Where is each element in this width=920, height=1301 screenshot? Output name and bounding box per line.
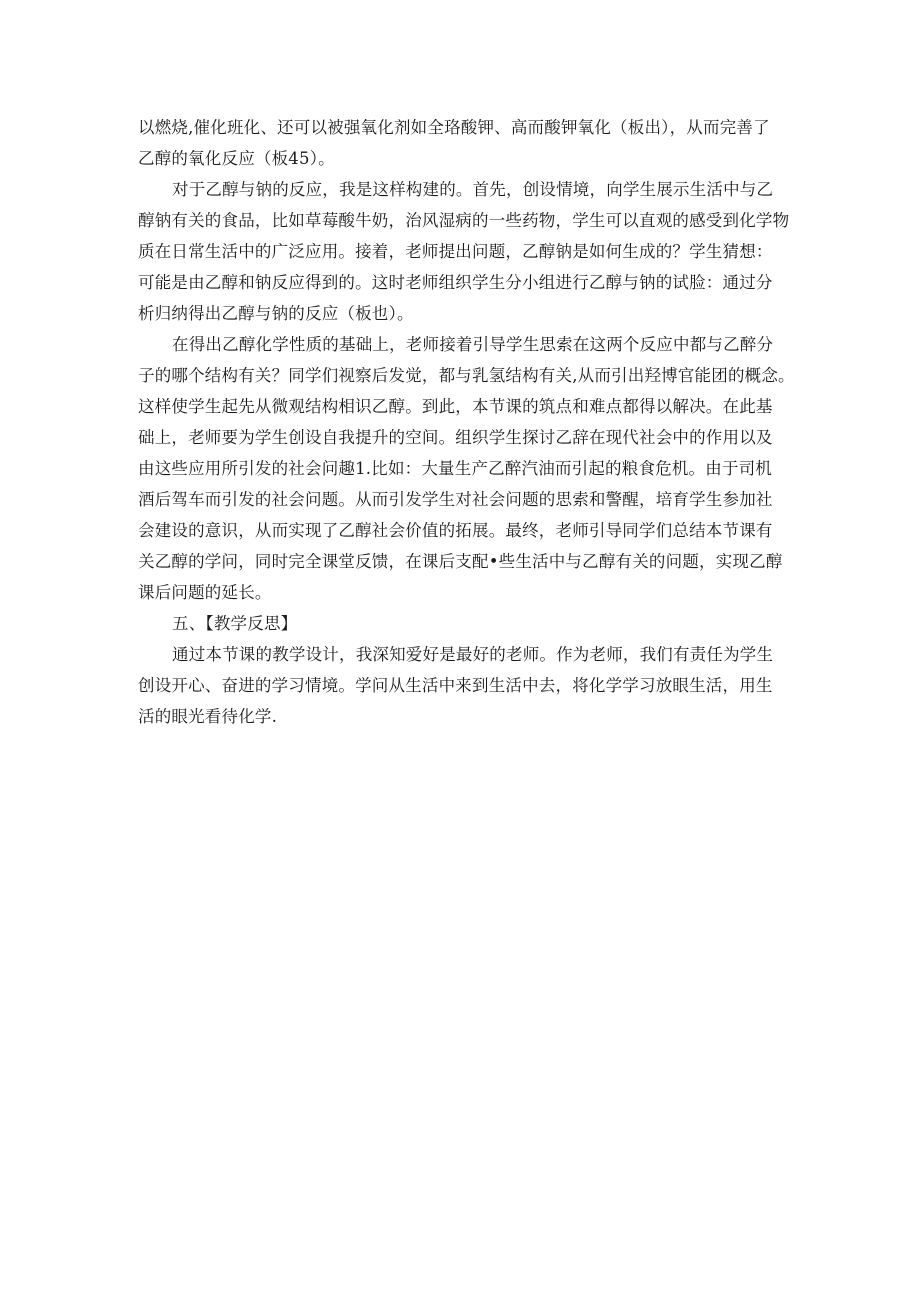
text-line: 由这些应用所引发的社会问趣1.比如：大量生产乙醉汽油而引起的粮食危机。由于司机: [138, 459, 773, 478]
text-line: 可能是由乙醇和钠反应得到的。这时老师组织学生分小组进行乙醇与钠的试脸：通过分: [138, 273, 773, 292]
text-line: 醇钠有关的食品，比如草莓酸牛奶，治风湿病的一些药物，学生可以直观的感受到化学物: [138, 211, 790, 230]
text-line: 质在日常生活中的广泛应用。接着，老师提出问题，乙醇钠是如何生成的？学生猜想：: [138, 242, 773, 261]
document-body: [138, 112, 795, 732]
text-line: 通过本节课的教学设计，我深知爱好是最好的老师。作为老师，我们有责任为学生: [172, 645, 774, 664]
text-line: 子的哪个结构有关？同学们视察后发觉，都与乳氢结构有关,从而引出羟博官能团的概念。: [138, 366, 795, 385]
text-line: 以燃烧,催化班化、还可以被强氧化剂如全珞酸钾、高而酸钾氧化（板出），从而完善了: [138, 118, 770, 137]
text-line: 对于乙醇与钠的反应，我是这样构建的。首先，创设情境，向学生展示生活中与乙: [172, 180, 774, 199]
text-line: 这样使学生起先从微观结构相识乙醇。到此，本节课的筑点和难点都得以解决。在此基: [138, 397, 773, 416]
text-line: 关乙醇的学问，同时完全课堂反馈，在课后支配•些生活中与乙醇有关的问题，实现乙醇: [138, 552, 783, 571]
section-heading-reflection: [138, 608, 788, 639]
text-line: 会建设的意识，从而实现了乙醇社会价值的拓展。最终，老师引导同学们总结本节课有: [138, 521, 773, 540]
section-heading: 五、【教学反思】: [172, 614, 298, 633]
text-line: 析归纳得出乙醇与钠的反应（板也）。: [138, 304, 414, 323]
text-line: 酒后驾车而引发的社会问题。从而引发学生对社会问题的思索和警醒，培育学生参加社: [138, 490, 773, 509]
paragraph-oxidation-continued: [138, 112, 788, 174]
paragraph-chemical-properties: [138, 329, 795, 608]
text-line: 活的眼光看待化学.: [138, 707, 278, 726]
text-line: 课后问题的延长。: [138, 583, 272, 602]
paragraph-ethanol-sodium-reaction: [138, 174, 788, 329]
text-line: 础上，老师要为学生创设自我提升的空间。组织学生探讨乙辞在现代社会中的作用以及: [138, 428, 773, 447]
text-line: 乙醇的氧化反应（板45）。: [138, 149, 335, 168]
paragraph-reflection: [138, 639, 788, 732]
text-line: 创设开心、奋进的学习情境。学问从生活中来到生活中去，将化学学习放眼生活，用生: [138, 676, 773, 695]
text-line: 在得出乙醇化学性质的基础上，老师接着引导学生思索在这两个反应中都与乙醉分: [172, 335, 774, 354]
